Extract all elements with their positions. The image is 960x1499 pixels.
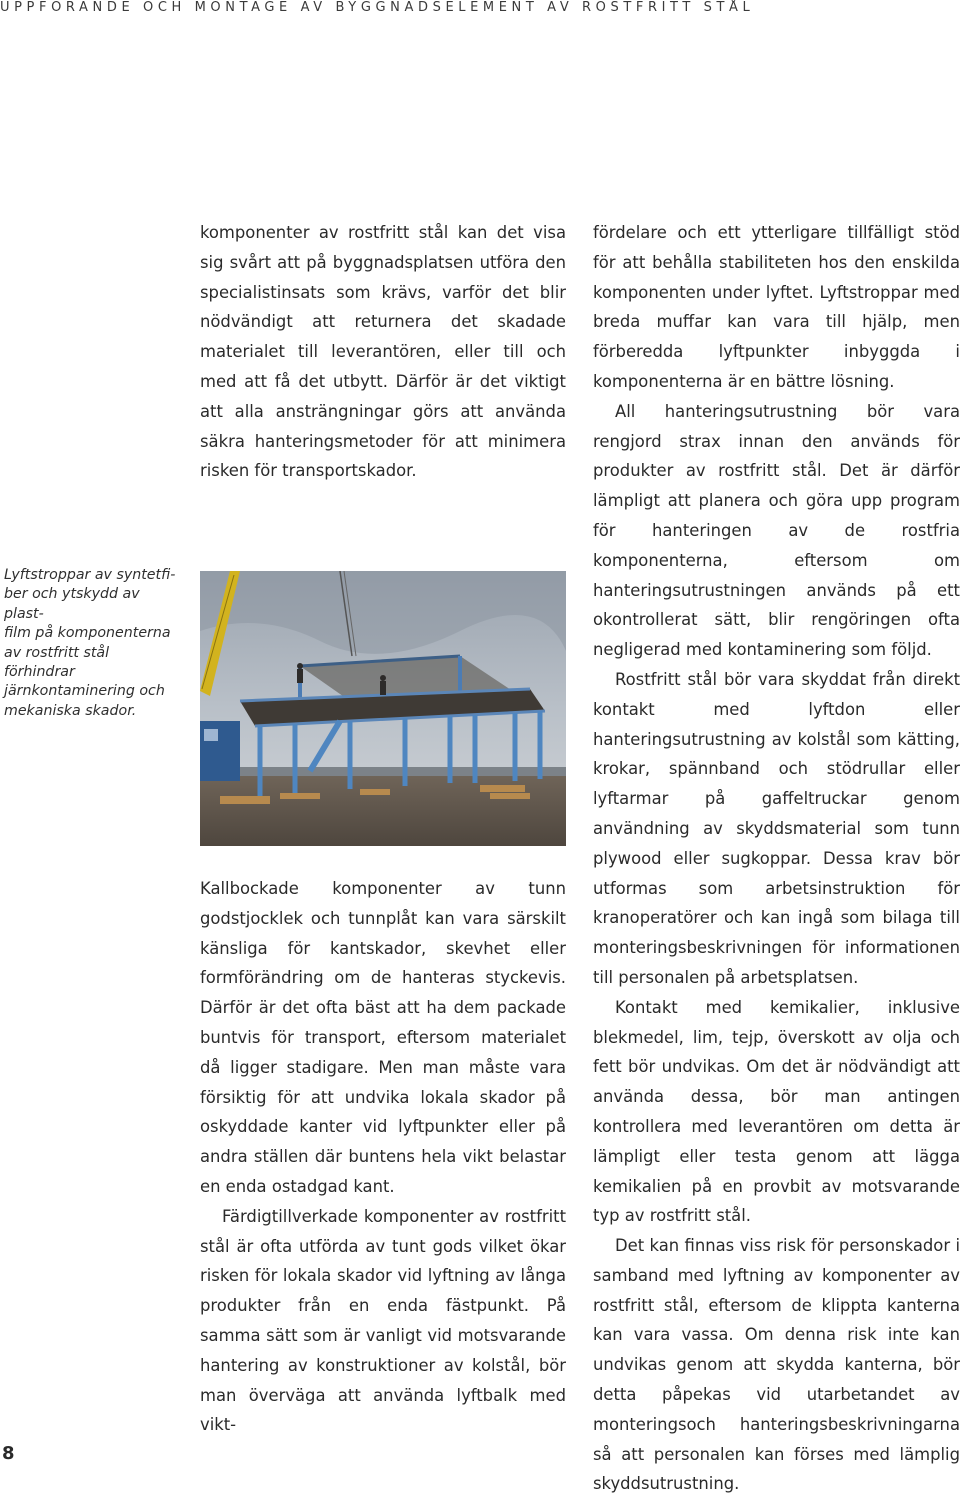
body-paragraph: All hanteringsutrustning bör vara rengjord strax innan den används för produkter av rostfritt stål. Det är därför lämpligt att planera och göra upp program för hanteringen av de rostfria komponenterna, eftersom om hanteringsutrustningen används på ett okontrollerat sätt, blir rengöringen ofta negligerad med kontaminering som följd. — [593, 401, 960, 660]
right-column — [593, 218, 960, 1499]
middle-column-top — [200, 218, 566, 486]
caption-line: Lyftstroppar av syntetfi- — [4, 567, 176, 583]
body-paragraph: Färdigtillverkade komponenter av rostfritt stål är ofta utförda av tunt gods vilket ökar risken för lokala skador vid lyftning av långa produkter från en enda fästpunkt. På samma sätt som är vanligt vid motsvarande hantering av konstruktioner av kolstål, bör man överväga att använda lyftbalk med vikt- — [200, 1206, 566, 1435]
caption-line: ber och ytskydd av plast- — [4, 586, 140, 622]
photo-illustration — [200, 571, 566, 846]
caption-line: mekaniska skador. — [4, 702, 137, 719]
body-paragraph: Kallbockade komponenter av tunn godstjocklek och tunnplåt kan vara särskilt känsliga för kantskador, skevhet eller formförändring om de hanteras styckevis. Därför är det ofta bäst att ha dem packade buntvis för transport, eftersom materialet då ligger stadigare. Men man måste vara försiktig för att undvika lokala skador på oskyddade kanter vid lyftpunkter eller på andra ställen där buntens hela vikt belastar en enda ostadgad kant. — [200, 879, 566, 1196]
body-paragraph: Kontakt med kemikalier, inklusive blekmedel, lim, tejp, överskott av olja och fett bör undvikas. Om det är nödvändigt att använda dessa, bör man antingen kontrollera med leverantören om detta är lämpligt eller testa genom att lägga kemikalien på en provbit av motsvarande typ av rostfritt stål. — [593, 997, 960, 1226]
page-number: 8 — [2, 1443, 15, 1464]
caption-line: film på komponenterna — [4, 625, 171, 642]
body-paragraph: Rostfritt stål bör vara skyddat från direkt kontakt med lyftdon eller hanteringsutrustning av kolstål som kätting, krokar, spännband och stödrullar eller lyftarmar på gaffeltruckar genom användning av skyddsmaterial som tunn plywood eller sugkoppar. Dessa krav bör utformas som arbetsinstruktion för kranoperatörer och kan ingå som bilaga till monteringsbeskrivningen för informationen till personalen på arbetsplatsen. — [593, 669, 960, 987]
photo-caption — [4, 566, 179, 721]
construction-site-photo — [200, 571, 566, 846]
caption-line: järnkontaminering och — [4, 683, 165, 700]
middle-column-bottom — [200, 874, 566, 1440]
body-paragraph: fördelare och ett ytterligare tillfälligt stöd för att behålla stabiliteten hos den enskilda komponenten under lyftet. Lyftstroppar med breda muffar kan vara till hjälp, men förberedda lyftpunkter inbyggda i komponenterna är en bättre lösning. — [593, 223, 960, 391]
body-paragraph: komponenter av rostfritt stål kan det visa sig svårt att på byggnadsplatsen utföra den specialistinsats som krävs, varför det blir nödvändigt att returnera det skadade materialet till leverantören, eller till och med att få det utbytt. Därför är det viktigt att alla ansträngningar görs att använda säkra hanteringsmetoder för att minimera risken för transportskador. — [200, 223, 566, 481]
body-paragraph: Det kan finnas viss risk för personskador i samband med lyftning av komponenter av rostfritt stål, eftersom de klippta kanterna kan vara vassa. Om denna risk inte kan undvikas genom att skydda kanterna, bör detta påpekas vid utarbetandet av monteringsoch hanteringsbeskrivningarna så att personalen kan förses med lämplig skyddsutrustning. — [593, 1236, 960, 1494]
running-header: UPPFÖRANDE OCH MONTAGE AV BYGGNADSELEMENT AV ROSTFRITT STÅL — [0, 0, 755, 15]
caption-line: av rostfritt stål förhindrar — [4, 644, 110, 681]
